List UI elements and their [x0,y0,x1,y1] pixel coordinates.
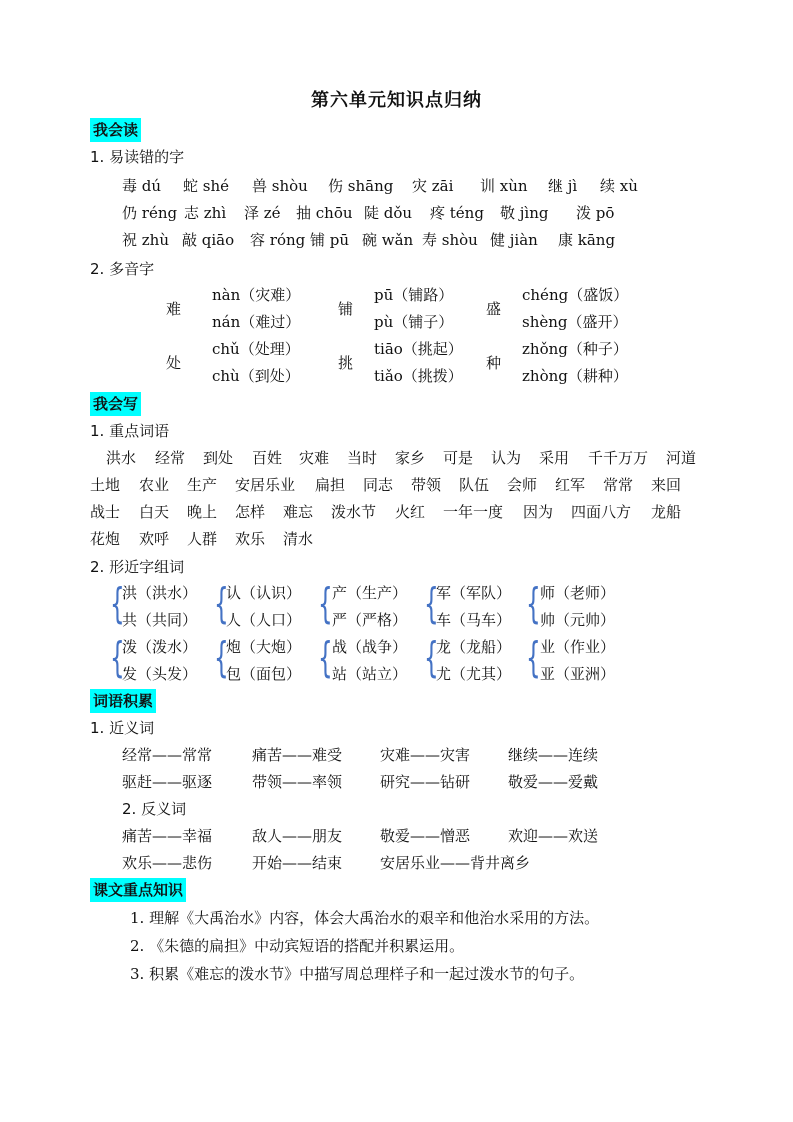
pair-item: 尤（尤其） [436,665,512,683]
poly-reading: chǔ（处理） [212,340,300,358]
synonym-pair: 驱赶——驱逐 [122,773,213,791]
section-heading-write: 我会写 [90,392,141,416]
pair-item: 帅（元帅） [540,611,616,629]
poly-char: 铺 [338,300,354,318]
char-item: 毒 dú [122,177,162,195]
word-item: 家乡 [395,449,426,467]
poly-reading: zhòng（耕种） [522,367,628,385]
word-item: 带领 [411,476,442,494]
char-item: 容 róng [250,231,306,249]
subheading-similar-chars: 2. 形近字组词 [90,558,185,576]
pair-item: 业（作业） [540,638,616,656]
poly-reading: chéng（盛饭） [522,286,629,304]
char-item: 敲 qiāo [182,231,235,249]
antonym-pair: 敬爱——憎恶 [380,827,471,845]
section-heading-key-knowledge: 课文重点知识 [90,878,186,902]
poly-reading: pū（铺路） [374,286,454,304]
poly-char: 处 [166,354,182,372]
poly-reading: pù（铺子） [374,313,454,331]
char-item: 泽 zé [244,204,281,222]
knowledge-item: 3. 积累《难忘的泼水节》中描写周总理样子和一起过泼水节的句子。 [130,965,585,983]
pair-item: 洪（洪水） [122,584,198,602]
brace-icon: { [318,633,333,682]
word-item: 四面八方 [571,503,632,521]
char-item: 敬 jìng [500,204,549,222]
word-item: 怎样 [235,503,266,521]
word-item: 花炮 [90,530,121,548]
char-item: 仍 réng [122,204,178,222]
poly-char: 盛 [486,300,502,318]
char-item: 铺 pū [310,231,350,249]
word-item: 红军 [555,476,586,494]
poly-char: 难 [166,300,182,318]
synonym-pair: 敬爱——爱戴 [508,773,599,791]
pair-item: 龙（龙船） [436,638,512,656]
brace-icon: { [110,579,125,628]
pair-item: 站（站立） [332,665,408,683]
word-item: 灾难 [299,449,330,467]
word-item: 经常 [155,449,186,467]
word-item: 扁担 [315,476,346,494]
pair-item: 人（人口） [226,611,302,629]
pair-item: 师（老师） [540,584,616,602]
pair-item: 亚（亚洲） [540,665,616,683]
antonym-pair: 欢乐——悲伤 [122,854,213,872]
word-item: 当时 [347,449,378,467]
word-item: 队伍 [459,476,490,494]
word-item: 可是 [443,449,474,467]
antonym-pair: 敌人——朋友 [252,827,343,845]
word-item: 难忘 [283,503,314,521]
word-item: 因为 [523,503,554,521]
word-item: 生产 [187,476,218,494]
poly-reading: nán（难过） [212,313,301,331]
word-item: 千千万万 [588,449,649,467]
pair-item: 泼（泼水） [122,638,198,656]
synonym-pair: 研究——钻研 [380,773,471,791]
word-item: 农业 [139,476,170,494]
word-item: 晚上 [187,503,218,521]
pair-item: 发（头发） [122,665,198,683]
subheading-misread-chars: 1. 易读错的字 [90,148,185,166]
word-item: 会师 [507,476,538,494]
word-item: 泼水节 [331,503,377,521]
word-item: 战士 [90,503,121,521]
brace-icon: { [424,579,439,628]
char-item: 寿 shòu [422,231,478,249]
char-item: 健 jiàn [490,231,538,249]
char-item: 疼 téng [430,204,484,222]
brace-icon: { [424,633,439,682]
pair-item: 军（军队） [436,584,512,602]
word-item: 来回 [651,476,682,494]
brace-icon: { [214,579,229,628]
pair-item: 包（面包） [226,665,302,683]
pair-item: 车（马车） [436,611,512,629]
brace-icon: { [110,633,125,682]
poly-char: 挑 [338,354,354,372]
char-item: 继 jì [548,177,578,195]
synonym-pair: 经常——常常 [122,746,213,764]
char-item: 碗 wǎn [362,231,414,249]
poly-reading: tiāo（挑起） [374,340,463,358]
subheading-key-words: 1. 重点词语 [90,422,170,440]
brace-icon: { [526,579,541,628]
char-item: 康 kāng [558,231,616,249]
word-item: 白天 [139,503,170,521]
char-item: 灾 zāi [412,177,454,195]
poly-reading: nàn（灾难） [212,286,301,304]
word-item: 一年一度 [443,503,504,521]
word-item: 百姓 [252,449,283,467]
char-item: 续 xù [600,177,638,195]
word-item: 常常 [603,476,634,494]
synonym-pair: 灾难——灾害 [380,746,471,764]
poly-reading: zhǒng（种子） [522,340,628,358]
brace-icon: { [318,579,333,628]
char-item: 抽 chōu [296,204,353,222]
poly-reading: shèng（盛开） [522,313,628,331]
word-item: 采用 [539,449,570,467]
synonym-pair: 痛苦——难受 [252,746,343,764]
poly-reading: tiǎo（挑拨） [374,367,463,385]
brace-icon: { [214,633,229,682]
char-row-1 [122,175,161,197]
antonym-pair: 安居乐业——背井离乡 [380,854,531,872]
subheading-synonyms: 1. 近义词 [90,719,155,737]
pair-item: 炮（大炮） [226,638,302,656]
char-item: 训 xùn [480,177,528,195]
word-item: 龙船 [651,503,682,521]
char-item: 泼 pō [576,204,615,222]
word-item: 人群 [187,530,218,548]
poly-reading: chù（到处） [212,367,300,385]
char-item: 祝 zhù [122,231,169,249]
antonym-pair: 欢迎——欢送 [508,827,599,845]
word-item: 洪水 [106,449,137,467]
word-item: 欢呼 [139,530,170,548]
page-title: 第六单元知识点归纳 [311,90,482,111]
brace-icon: { [526,633,541,682]
word-item: 欢乐 [235,530,266,548]
word-item: 到处 [203,449,234,467]
pair-item: 战（战争） [332,638,408,656]
char-item: 伤 shāng [328,177,394,195]
subheading-polyphones: 2. 多音字 [90,260,155,278]
section-heading-vocab: 词语积累 [90,689,156,713]
word-item: 土地 [90,476,121,494]
char-item: 兽 shòu [252,177,308,195]
word-item: 火红 [395,503,426,521]
pair-item: 共（共同） [122,611,198,629]
subheading-antonyms: 2. 反义词 [122,800,187,818]
synonym-pair: 带领——率领 [252,773,343,791]
word-item: 河道 [666,449,697,467]
antonym-pair: 开始——结束 [252,854,343,872]
poly-char: 种 [486,354,502,372]
section-heading-read: 我会读 [90,118,141,142]
antonym-pair: 痛苦——幸福 [122,827,213,845]
knowledge-item: 2. 《朱德的扁担》中动宾短语的搭配并积累运用。 [130,937,465,955]
pair-item: 认（认识） [226,584,302,602]
char-item: 陡 dǒu [364,204,413,222]
synonym-pair: 继续——连续 [508,746,599,764]
pair-item: 产（生产） [332,584,408,602]
char-item: 志 zhì [184,204,227,222]
knowledge-item: 1. 理解《大禹治水》内容，体会大禹治水的艰辛和他治水采用的方法。 [130,909,600,927]
word-item: 清水 [283,530,314,548]
word-item: 安居乐业 [235,476,296,494]
word-item: 认为 [491,449,522,467]
word-item: 同志 [363,476,394,494]
pair-item: 严（严格） [332,611,408,629]
char-item: 蛇 shé [183,177,230,195]
